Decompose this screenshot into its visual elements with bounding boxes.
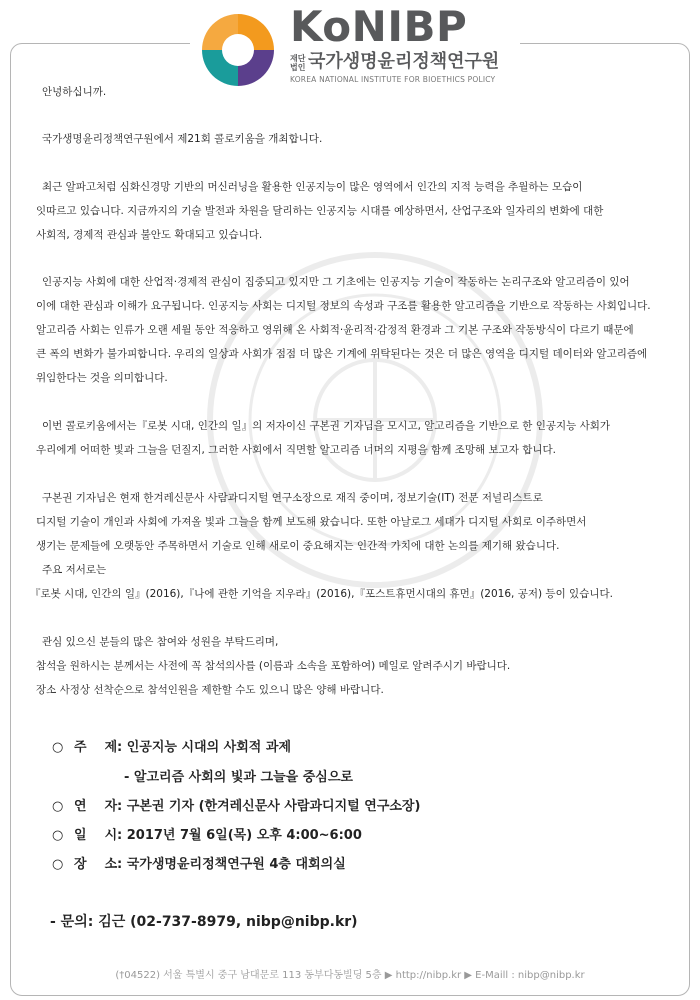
para5-line: 참석을 원하시는 분께서는 사전에 꼭 참석의사를 (이름과 소속을 포함하여) 메일로 알려주시기 바랍니다.: [36, 660, 511, 672]
topic-value: : 인공지능 시대의 사회적 과제: [117, 740, 291, 755]
para1-line: 최근 알파고처럼 심화신경망 기반의 머신러닝을 활용한 인공지능이 많은 영역에서 인간의 지적 능력을 추월하는 모습이: [42, 181, 583, 193]
contact-info: - 문의: 김근 (02-737-8979, nibp@nibp.kr): [50, 914, 358, 930]
para5-line: 관심 있으신 분들의 많은 참여와 성원을 부탁드리며,: [42, 636, 279, 648]
para4-books-line: 『로봇 시대, 인간의 일』(2016),『나에 관한 기억을 지우라』(2016),『포스트휴먼시대의 휴먼』(2016, 공저) 등이 있습니다.: [30, 588, 613, 600]
bullet-icon: ○: [52, 740, 64, 755]
logo-korean-name: 국가생명윤리정책연구원: [308, 51, 500, 72]
para2-line: 알고리즘 사회는 인류가 오랜 세월 동안 적응하고 영위해 온 사회적·윤리적·감정적 환경과 그 기본 구조와 작동방식이 다르기 때문에: [36, 324, 634, 336]
bullet-icon: ○: [52, 857, 64, 872]
topic-label: 주 제: [74, 740, 118, 755]
footer-address: (†04522) 서울 특별시 중구 남대문로 113 동부다동빌딩 5층 ▶ http://nibp.kr ▶ E-Maill : nibp@nibp.kr: [115, 970, 585, 981]
place-value: : 국가생명윤리정책연구원 4층 대회의실: [117, 857, 346, 872]
bullet-icon: ○: [52, 828, 64, 843]
date-label: 일 시: [74, 828, 118, 843]
bullet-icon: ○: [52, 799, 64, 814]
subtopic-value: - 알고리즘 사회의 빛과 그늘을 중심으로: [124, 770, 353, 785]
para5-line: 장소 사정상 선착순으로 참석인원을 제한할 수도 있으니 많은 양해 바랍니다.: [36, 684, 384, 696]
para2-line: 큰 폭의 변화가 불가피합니다. 우리의 일상과 사회가 점점 더 많은 기계에 위탁된다는 것은 더 많은 영역을 디지털 데이터와 알고리즘에: [36, 348, 648, 360]
date-value: : 2017년 7월 6일(목) 오후 4:00~6:00: [117, 828, 362, 843]
konibp-emblem-icon: [198, 10, 278, 90]
para1-line: 사회적, 경제적 관심과 불안도 확대되고 있습니다.: [36, 229, 263, 241]
para2-line: 인공지능 사회에 대한 산업적·경제적 관심이 집중되고 있지만 그 기초에는 인공지능 기술이 작동하는 논리구조와 알고리즘이 있어: [42, 276, 630, 288]
para4-line: 디지털 기술이 개인과 사회에 가져올 빛과 그늘을 함께 보도해 왔습니다. 또한 아날로그 세대가 디지털 사회로 이주하면서: [36, 516, 587, 528]
intro-line: 국가생명윤리정책연구원에서 제21회 콜로키움을 개최합니다.: [42, 133, 323, 145]
para4-line: 생기는 문제들에 오랫동안 주목하면서 기술로 인해 새로이 중요해지는 인간적 가치에 대한 논의를 제기해 왔습니다.: [36, 540, 560, 552]
para1-line: 잇따르고 있습니다. 지금까지의 기술 발전과 차원을 달리하는 인공지능 시대를 예상하면서, 산업구조와 일자리의 변화에 대한: [36, 205, 604, 217]
para4-line: 주요 저서로는: [42, 564, 107, 576]
para2-line: 위임한다는 것을 의미합니다.: [36, 372, 168, 384]
speaker-label: 연 자: [74, 799, 118, 814]
header-logo: [190, 0, 520, 92]
place-label: 장 소: [74, 857, 118, 872]
para3-line: 이번 콜로키움에서는『로봇 시대, 인간의 일』의 저자이신 구본권 기자님을 모시고, 알고리즘을 기반으로 한 인공지능 사회가: [42, 420, 611, 432]
para2-line: 이에 대한 관심과 이해가 요구됩니다. 인공지능 사회는 디지털 정보의 속성과 구조를 활용한 알고리즘을 기반으로 작동하는 사회입니다.: [36, 300, 651, 312]
logo-english-name: KOREA NATIONAL INSTITUTE FOR BIOETHICS POLICY: [290, 75, 496, 84]
speaker-value: : 구본권 기자 (한겨레신문사 사람과디지털 연구소장): [117, 799, 421, 814]
para3-line: 우리에게 어떠한 빛과 그늘을 던질지, 그러한 사회에서 직면할 알고리즘 너머의 지평을 함께 조망해 보고자 합니다.: [36, 444, 556, 456]
logo-wordmark: KoNIBP: [290, 2, 468, 51]
logo-foundation-tag: 재단 법인: [290, 54, 306, 72]
para4-line: 구본권 기자님은 현재 한겨레신문사 사람과디지털 연구소장으로 재직 중이며, 정보기술(IT) 전문 저널리스트로: [42, 492, 543, 504]
greeting: 안녕하십니까.: [42, 86, 107, 98]
